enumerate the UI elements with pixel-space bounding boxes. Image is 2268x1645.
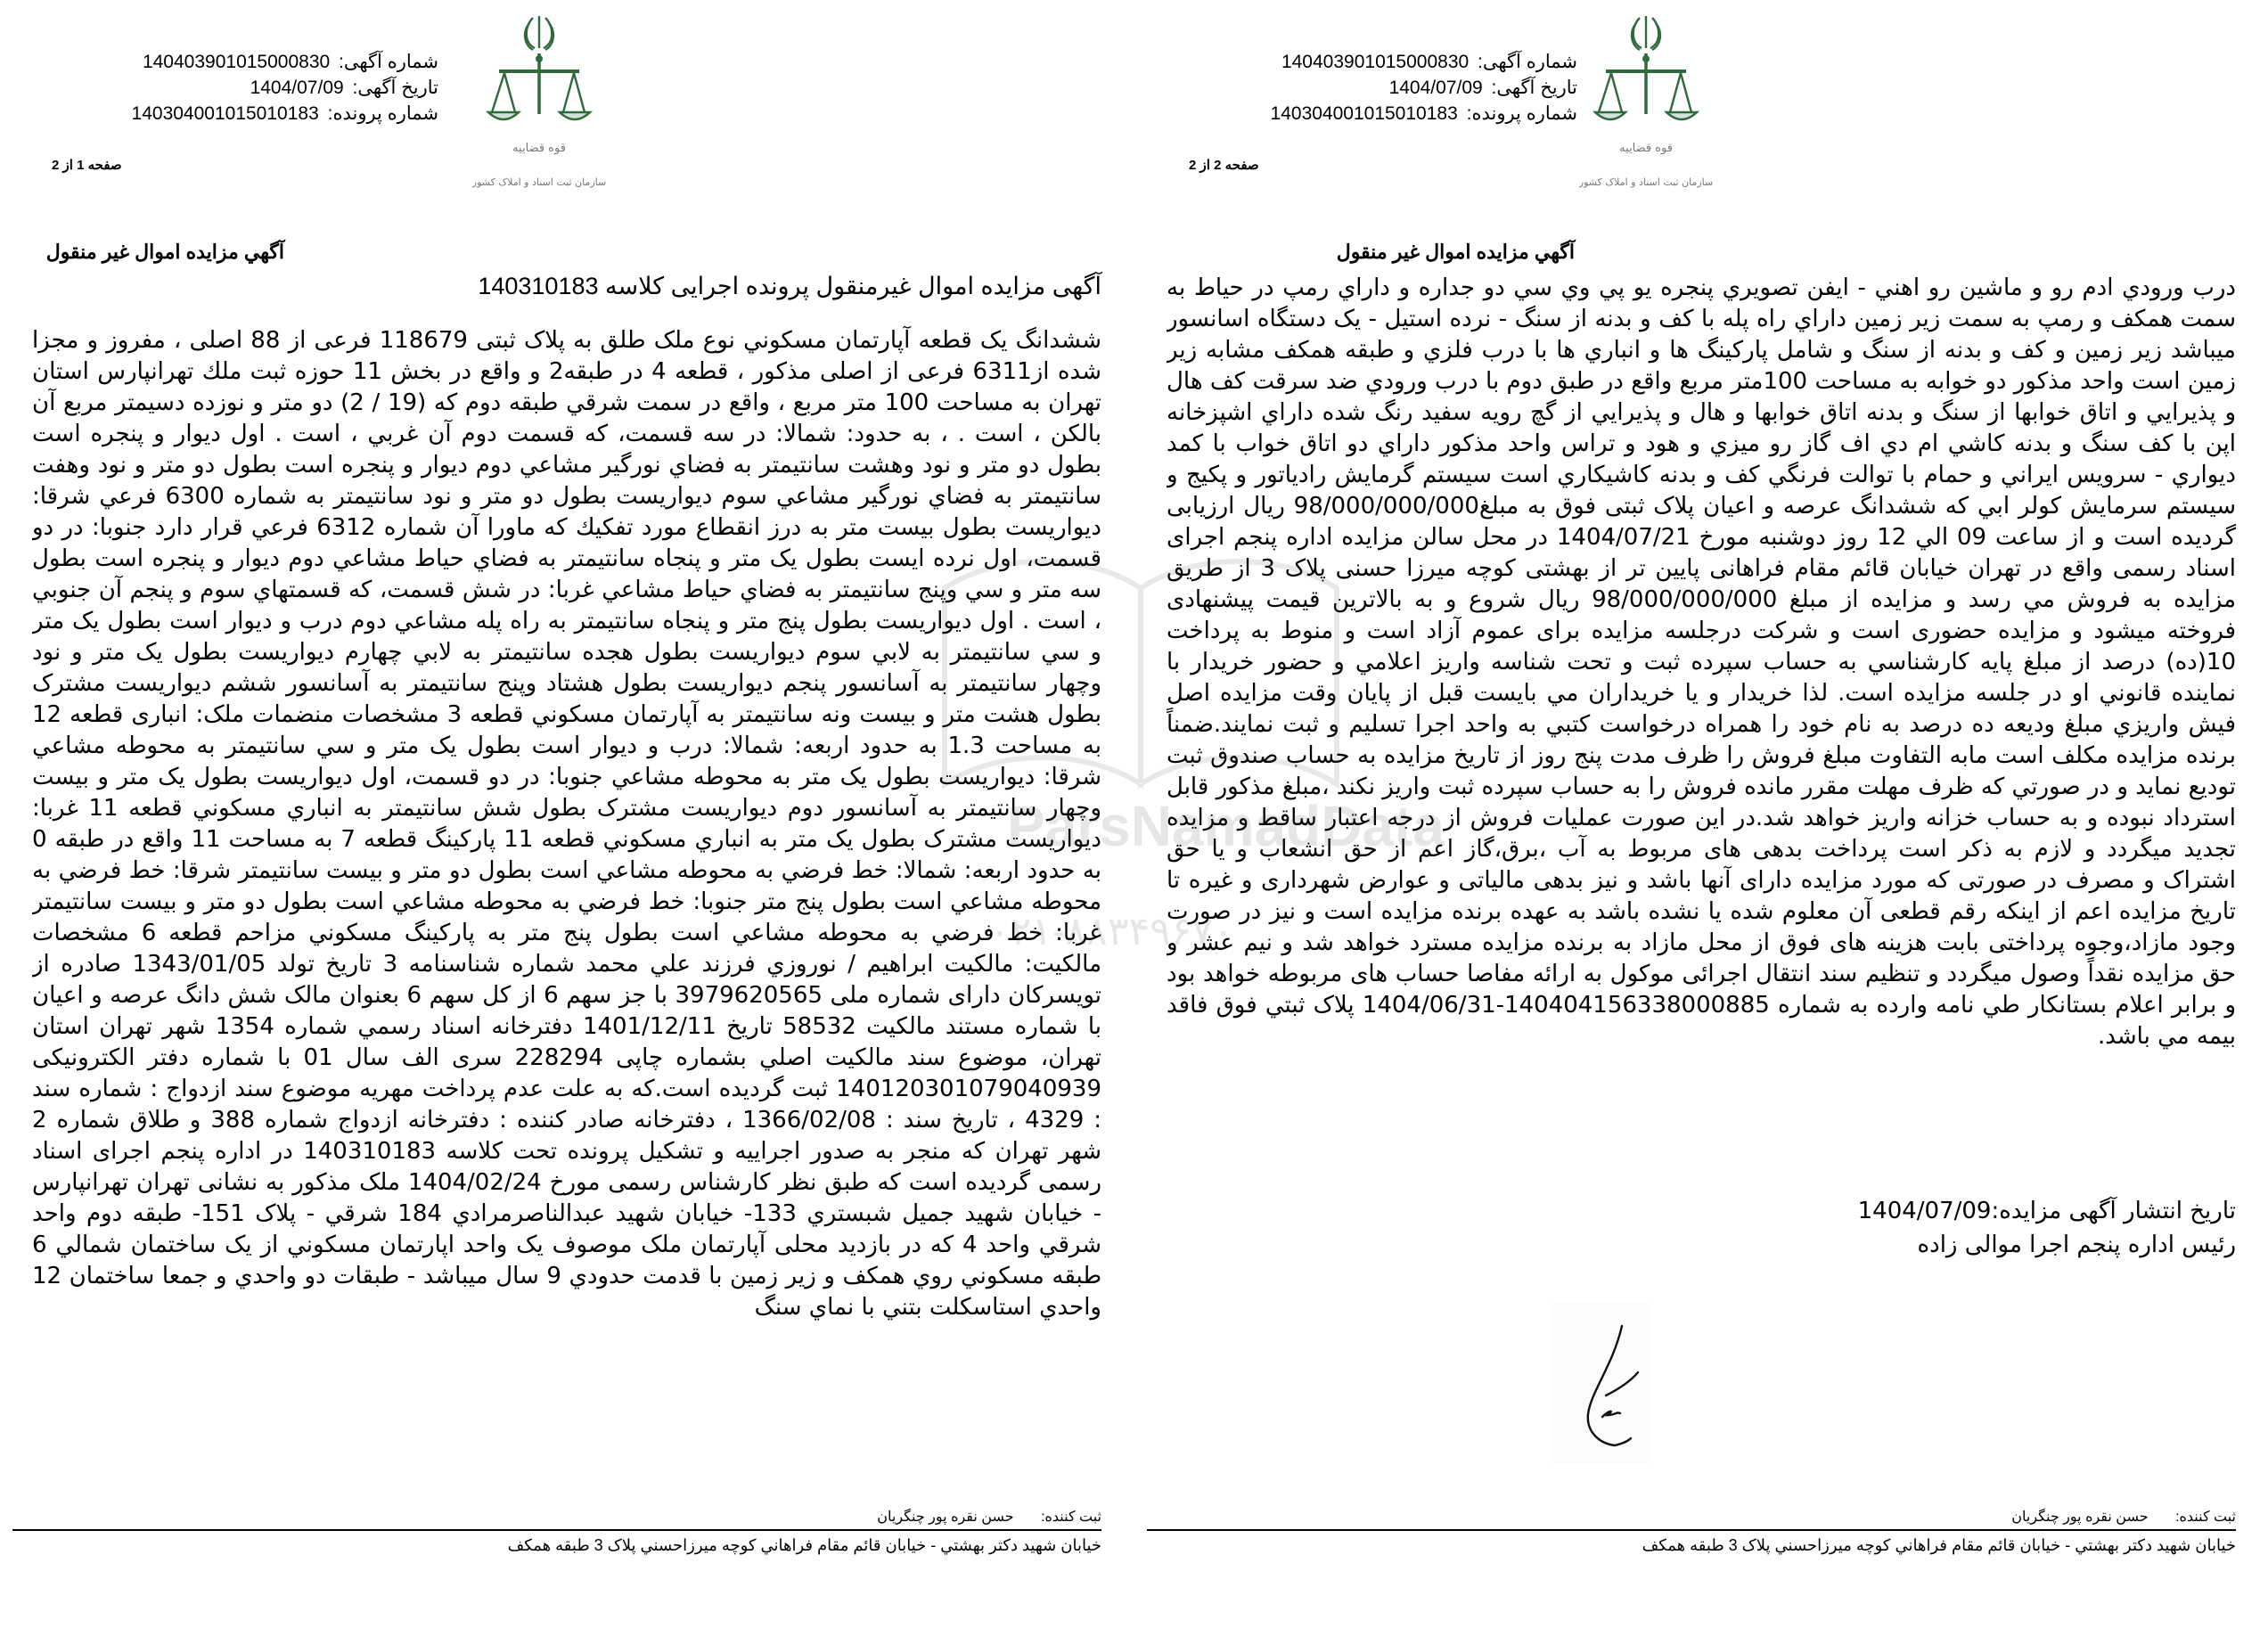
notice-closing [1858, 1194, 2236, 1262]
handwritten-signature-icon [1551, 1303, 1650, 1463]
publish-date-label: تاریخ انتشار آگهی مزایده: [1991, 1198, 2236, 1224]
notice-title: آگهي مزايده اموال غير منقول [1336, 241, 1575, 263]
notice-meta [132, 49, 438, 127]
judiciary-scales-emblem-icon [1579, 7, 1713, 203]
registrar-name: حسن نقره پور چنگریان [2011, 1510, 2149, 1525]
publish-date-row [1858, 1194, 2236, 1228]
footer-address: خيابان شهيد دكتر بهشتي - خيابان قائم مقام فراهاني كوچه ميرزاحسني پلاک 3 طبقه همكف [507, 1536, 1101, 1554]
ad-number-label: شماره آگهی: [339, 52, 438, 72]
case-number-label: شماره پرونده: [1466, 103, 1577, 124]
ad-number: 140403901015000830 [142, 52, 331, 72]
page-indicator: صفحه 2 از 2 [1189, 158, 1259, 173]
ad-number-row [1271, 49, 1577, 75]
svg-text:سازمان ثبت اسناد و املاک کشور: سازمان ثبت اسناد و املاک کشور [1579, 176, 1713, 188]
ad-date-row [1271, 75, 1577, 101]
body-paragraph: ششدانگ یک قطعه آپارتمان مسكوني نوع ملک طلق به پلاک ثبتی 118679 فرعی از 88 اصلی ، مفروز و مجزا شده از6311 فرعی از اصلی مذکور ، قطعه 4 در طبقه2 و واقع در بخش 11 حوزه ثبت ملك تهرانپارس استان تهران به مساحت 100 متر مربع ، واقع در سمت شرقي طبقه دوم که (19 / 2) دو متر و نوزده دسیمتر مربع آن بالکن ، است . ، به حدود: شمالا: در سه قسمت، كه قسمت دوم آن غربي ، است . اول ديوار و پنجره است بطول دو متر و نود وهشت سانتيمتر به فضاي نورگير مشاعي دوم ديوار و پنجره است بطول دو متر و نود وهفت سانتيمتر به فضاي نورگير مشاعي سوم ديواريست بطول دو متر و نود سانتيمتر به شماره 6300 فرعي شرقا: ديواريست بطول بيست متر به درز انقطاع مورد تفكيك كه ماورا آن شماره 6312 فرعي قرار دارد جنوبا: در دو قسمت، اول نرده ايست بطول يک متر و پنجاه سانتيمتر به فضاي حياط مشاعي دوم ديوار و پنجره است بطول سه متر و سي وپنج سانتيمتر به فضاي حياط مشاعي غربا: در شش قسمت، كه قسمتهاي سوم و پنجم آن جنوبي ، است . اول ديواريست بطول پنج متر و پنجاه سانتيمتر به راه پله مشاعي دوم درب و ديوار است بطول يک متر و سي سانتيمتر به لابي سوم ديواريست بطول هجده سانتيمتر به لابي چهارم ديواريست بطول يک متر و نود وچهار سانتيمتر به آسانسور پنجم ديواريست بطول هشتاد وپنج سانتيمتر به آسانسور ششم ديواريست مشترک بطول هشت متر و بيست ونه سانتيمتر به آپارتمان مسكوني قطعه 3 مشخصات منضمات ملک: انباری قطعه 12 به مساحت 1.3 به حدود اربعه: شمالا: درب و ديوار است بطول يک متر و سي سانتيمتر به محوطه مشاعي شرقا: ديواريست بطول يک متر به محوطه مشاعي جنوبا: در دو قسمت، اول ديواريست بطول يک متر و بيست وچهار سانتيمتر به آسانسور دوم ديواريست مشترک بطول شش سانتيمتر به انباري مسكوني قطعه 11 غربا: ديواريست مشترک بطول يک متر به انباري مسكوني قطعه 11 پارکینگ قطعه 7 به مساحت 11 واقع در طبقه 0 به حدود اربعه: شمالا: خط فرضي به محوطه مشاعي است بطول دو متر و بيست سانتيمتر شرقا: خط فرضي به محوطه مشاعي است بطول پنج متر جنوبا: خط فرضي به محوطه مشاعي است بطول دو متر و بيست سانتيمتر غربا: خط فرضي به محوطه مشاعي است بطول پنج متر به پاركينگ مسكوني مزاحم قطعه 6 مشخصات مالکیت: مالكيت ابراهيم / نوروزي فرزند علي محمد شماره شناسنامه 3 تاريخ تولد 1343/01/05 صادره از تويسركان دارای شماره ملی 3979620565 با جز سهم 6 از کل سهم 6 بعنوان مالک شش دانگ عرصه و اعيان با شماره مستند مالكيت 58532 تاريخ 1401/12/11 دفترخانه اسناد رسمي شماره 1354 شهر تهران استان تهران، موضوع سند مالكيت اصلي بشماره چاپی 228294 سری الف سال 01 با شماره دفتر الکترونیکی 140120301079040939 ثبت گرديده است.که به علت عدم پرداخت مهریه موضوع سند ازدواج : شماره سند : 4329 ، تاریخ سند : 1366/02/08 ، دفترخانه صادر کننده : دفترخانه ازدواج شماره 388 و طلاق شماره 2 شهر تهران که منجر به صدور اجراییه و تشکیل پرونده تحت کلاسه 140310183 در اداره پنجم اجرای اسناد رسمی گردیده است که طبق نظر کارشناس رسمی مورخ 1404/02/24 ملک مذکور به نشانی تهران تهرانپارس - خیابان شهید جمیل شبستري 133- خيابان شهيد عبدالناصرمرادي 184 شرقي - پلاک 151- طبقه دوم واحد شرقي واحد 4 که در بازدید محلی آپارتمان ملک موصوف یک واحد اپارتمان مسكوني از یک ساختمان شمالي 6 طبقه مسكوني روي همكف و زير زمين با قدمت حدودي 9 سال ميباشد - طبقات دو واحدي و جمعا ساختمان 12 واحدي استاسكلت بتني با نماي سنگ [32, 327, 1101, 1321]
svg-text:قوه قضاییه: قوه قضاییه [1619, 142, 1673, 155]
body-paragraph: درب ورودي ادم رو و ماشين رو اهني - ايفن تصويري پنجره يو پي وي سي دو جداره و داراي رمپ در حياط به سمت همكف و رمپ به سمت زير زمين داراي راه پله با كف و بدنه از سنگ - نرده استيل - يک دستگاه اسانسور ميباشد زير زمين و كف و بدنه از سنگ و شامل پاركينگ ها و انباري ها با درب فلزي و طبقه همكف مشابه زير زمين است واحد مذكور دو خوابه به مساحت 100متر مربع واقع در طبق دوم با درب ورودي ضد سرقت كف هال و پذيرايي و اتاق خوابها از سنگ و بدنه اتاق خوابها و هال و پذيرايي از گچ رويه سفيد رنگ شده داراي اشپزخانه اپن با كف سنگ و بدنه كاشي ام دي اف گاز رو ميزي و هود و تراس واحد مذكور داراي دو اتاق خواب با كمد ديواري - سرويس ايراني و حمام با توالت فرنگي كف و بدنه كاشيكاري است سيستم گرمايش رادياتور و پكيج و سيستم سرمايش كولر ابي كه ششدانگ عرصه و اعيان پلاک ثبتی فوق به مبلغ98/000/000/000 ریال ارزیابی گردیده است و از ساعت 09 الي 12 روز دوشنبه مورخ 1404/07/21 در محل سالن مزایده اداره پنجم اجرای اسناد رسمی واقع در تهران خیابان قائم مقام فراهانی پایین تر از بهشتی کوچه میرزا حسنی پلاک 3 از طریق مزایده به فروش مي رسد و مزایده از مبلغ 98/000/000/000 ریال شروع و به بالاترین قیمت پیشنهادی فروخته میشود و مزایده حضوری است و شرکت درجلسه مزایده برای عموم آزاد است و منوط به پرداخت 10(ده) درصد از مبلغ پايه كارشناسي به حساب سپرده ثبت و تحت شناسه واريز اعلامي و حضور خريدار با نماينده قانوني او در جلسه مزايده است. لذا خريدار و يا خريداران مي بايست قبل از پايان وقت مزايده اصل فيش واريزي مبلغ وديعه ده درصد به نام خود را همراه درخواست كتبي به واحد اجرا تسليم و ثبت نمايند.ضمناً برنده مزايده مكلف است مابه التفاوت مبلغ فروش را ظرف مدت پنج روز از تاريخ مزايده به حساب صندوق ثبت توديع نمايد و در صورتي كه ظرف مهلت مقرر مانده فروش را به حساب سپرده ثبت واريز نكند ،مبلغ مذكور قابل استرداد نبوده و به حساب خزانه واريز خواهد شد.در این صورت عملیات فروش از درجه اعتبار ساقط و مزایده تجدید میگردد و لازم به ذکر است پرداخت بدهی های مربوط به آب ،برق،گاز اعم از حق انشعاب و یا حق اشتراک و مصرف در صورتی که مورد مزایده دارای آنها باشد و نیز بدهی مالیاتی و عوارض شهرداری و غیره تا تاریخ مزایده اعم از اینکه رقم قطعی آن معلوم شده یا نشده باشد به عهده برنده مزایده است و نیز در صورت وجود مازاد،وجوه پرداختی بابت هزینه های فوق از محل مازاد به برنده مزایده مسترد خواهد شد و نیم عشر و حق مزایده نقداً وصول میگردد و تنظیم سند انتقال اجرائی موکول به ارائه مفاصا حساب های مربوطه خواهد بود و برابر اعلام بستانكار طي نامه وارده به شماره 140404156338000885-1404/06/31 پلاک ثبتي فوق فاقد بيمه مي باشد. [1167, 274, 2236, 1050]
notice-body [32, 325, 1101, 1510]
page-2 [1134, 0, 2268, 1645]
case-number: 140304001015010183 [1270, 103, 1458, 124]
ad-date: 1404/07/09 [250, 78, 344, 98]
registrar-name: حسن نقره پور چنگریان [877, 1510, 1014, 1525]
watermark-phone: ۰۲۱-۸۸۳۴۹۶۷۰ [989, 910, 1234, 953]
ad-date-label: تاریخ آگهی: [1491, 78, 1577, 98]
case-number: 140304001015010183 [131, 103, 319, 124]
registrar [877, 1508, 1101, 1526]
svg-text:سازمان ثبت اسناد و املاک کشور: سازمان ثبت اسناد و املاک کشور [472, 176, 606, 188]
ad-date: 1404/07/09 [1388, 78, 1483, 98]
publish-date: 1404/07/09 [1857, 1198, 1992, 1224]
registrar [2011, 1508, 2236, 1526]
footer-divider [12, 1529, 1101, 1531]
svg-text:قوه قضاییه: قوه قضاییه [512, 142, 566, 155]
notice-meta [1271, 49, 1577, 127]
ad-number-row [132, 49, 438, 75]
signatory: رئیس اداره پنجم اجرا موالی زاده [1917, 1232, 2236, 1258]
case-number-row [1271, 101, 1577, 127]
footer-divider [1147, 1529, 2236, 1531]
footer-address: خيابان شهيد دكتر بهشتي - خيابان قائم مقام فراهاني كوچه ميرزاحسني پلاک 3 طبقه همكف [1642, 1536, 2236, 1554]
case-number-label: شماره پرونده: [327, 103, 438, 124]
notice-subtitle: آگهی مزایده اموال غیرمنقول پرونده اجرایی کلاسه 140310183 [478, 273, 1101, 299]
judiciary-scales-emblem-icon [472, 7, 606, 203]
watermark-text: ParsNamadData [1007, 794, 1445, 858]
notice-body [1167, 273, 2236, 1199]
registrar-label: ثبت کننده: [2175, 1510, 2236, 1525]
registrar-label: ثبت کننده: [1041, 1510, 1101, 1525]
ad-date-label: تاریخ آگهی: [352, 78, 438, 98]
notice-title: آگهي مزايده اموال غير منقول [45, 241, 284, 263]
case-number-row [132, 101, 438, 127]
page-indicator: صفحه 1 از 2 [52, 158, 122, 173]
ad-date-row [132, 75, 438, 101]
ad-number: 140403901015000830 [1281, 52, 1470, 72]
ad-number-label: شماره آگهی: [1478, 52, 1577, 72]
